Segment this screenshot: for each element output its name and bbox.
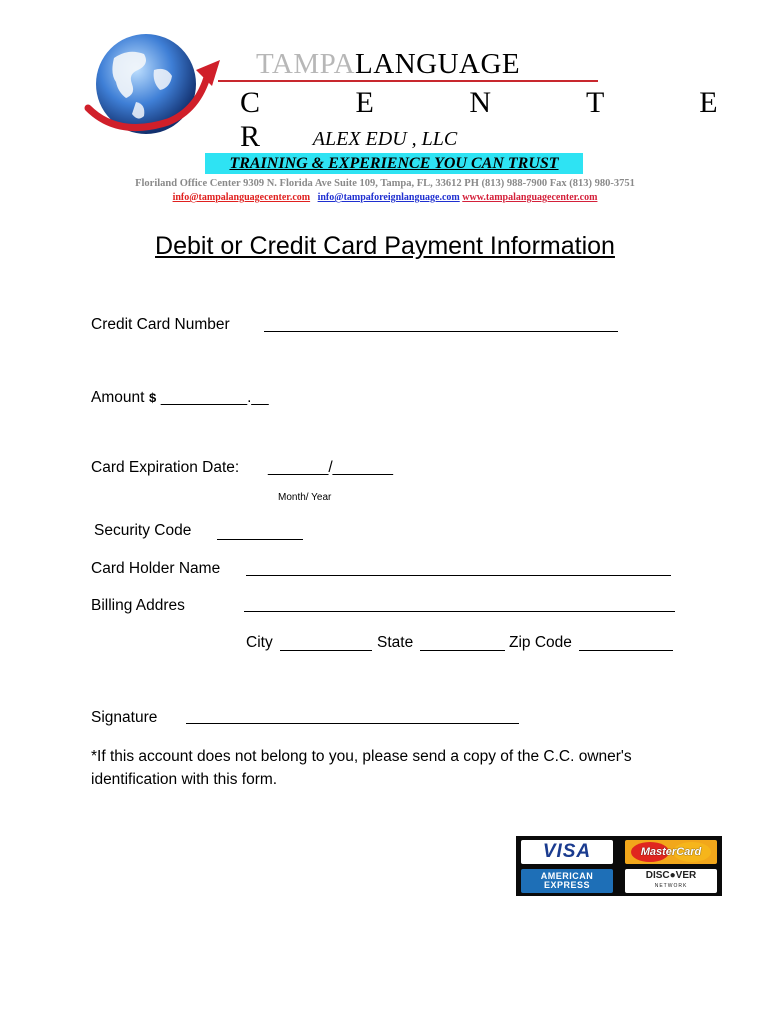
email-link-2[interactable]: info@tampaforeignlanguage.com <box>317 192 460 203</box>
email-link-1[interactable]: info@tampalanguagecenter.com <box>172 192 311 203</box>
signature-label: Signature <box>91 709 158 726</box>
globe-logo-icon <box>84 30 224 140</box>
credit-card-number-field[interactable] <box>264 331 618 332</box>
expiration-hint: Month/ Year <box>278 492 332 503</box>
city-label: City <box>246 634 273 651</box>
credit-card-number-label: Credit Card Number <box>91 316 230 333</box>
security-code-label: Security Code <box>94 522 192 539</box>
amex-line2: EXPRESS <box>543 880 591 890</box>
brand-divider <box>218 80 598 82</box>
amount-field[interactable]: __________.__ <box>160 389 269 406</box>
amex-line1: AMERICAN <box>540 871 594 881</box>
currency-symbol: $ <box>148 391 157 406</box>
billing-address-label: Billing Addres <box>91 597 185 614</box>
city-field[interactable] <box>280 650 372 651</box>
security-code-field[interactable] <box>217 539 303 540</box>
zip-code-field[interactable] <box>579 650 673 651</box>
expiration-label: Card Expiration Date: <box>91 459 240 476</box>
amex-logo <box>521 869 613 893</box>
accepted-cards <box>516 836 722 896</box>
company-name: ALEX EDU , LLC <box>312 128 458 150</box>
mastercard-text: MasterCard <box>640 846 702 858</box>
state-label: State <box>377 634 414 651</box>
brand-name <box>256 48 520 81</box>
card-holder-field[interactable] <box>246 575 671 576</box>
mastercard-logo <box>625 840 717 864</box>
brand-center-text: C E N T E R <box>240 86 762 153</box>
billing-address-field[interactable] <box>244 611 675 612</box>
brand-language-text: LANGUAGE <box>355 48 521 80</box>
ownership-note: *If this account does not belong to you, please send a copy of the C.C. owner's identification with this form. <box>91 748 632 788</box>
state-field[interactable] <box>420 650 505 651</box>
discover-sub: NETWORK <box>654 883 688 889</box>
contact-links <box>0 192 770 203</box>
signature-field[interactable] <box>186 723 519 724</box>
discover-text: DISC●VER <box>645 870 697 881</box>
card-holder-label: Card Holder Name <box>91 560 221 577</box>
zip-code-label: Zip Code <box>509 634 572 651</box>
address-line: Floriland Office Center 9309 N. Florida Ave Suite 109, Tampa, FL, 33612 PH (813) 988-7900 Fax (813) 980-3751 <box>135 178 635 189</box>
expiration-field[interactable]: _______/_______ <box>268 459 393 476</box>
website-link[interactable]: www.tampalanguagecenter.com <box>462 192 598 203</box>
tagline: TRAINING & EXPERIENCE YOU CAN TRUST <box>205 153 583 174</box>
brand-tampa-text: TAMPA <box>256 48 356 80</box>
visa-logo: VISA <box>521 840 613 864</box>
amount-label <box>91 389 269 407</box>
form-title: Debit or Credit Card Payment Information <box>155 232 615 260</box>
amount-label-text: Amount <box>91 389 145 406</box>
discover-logo <box>625 869 717 893</box>
